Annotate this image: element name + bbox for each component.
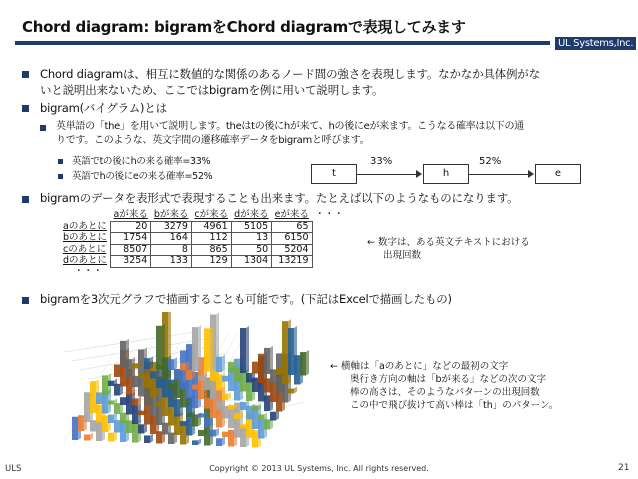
chart-bar: [240, 402, 246, 410]
chart-bar: [174, 369, 180, 380]
chart-bar: [240, 328, 246, 373]
table-cell: 65: [272, 221, 312, 233]
bullet-icon: [22, 105, 29, 112]
chart-bar: [84, 392, 90, 422]
chart-bar: [192, 385, 198, 390]
arrow-t-h: [357, 174, 416, 175]
chart-bar: [258, 414, 264, 420]
node-t: t: [311, 164, 357, 184]
sub-bullet-text: [56, 120, 632, 148]
chart-note-line-2: 奥行き方向の軸は「bが来る」などの次の文字: [350, 374, 547, 385]
table-cell: 13219: [272, 256, 312, 268]
page-number: 21: [618, 463, 630, 473]
sub-bullet-line-1: 英単語の「the」を用いて説明します。theはtの後にhが来て、hの後にeが来ます。こうなる確率は以下の通: [56, 121, 524, 132]
chart-bar: [138, 373, 144, 378]
bullet-1-line-1: Chord diagramは、相互に数値的な関係のあるノード間の強さを表現します。なかなか具体例がな: [40, 67, 540, 81]
sub-sub-bullet-icon: [58, 174, 63, 179]
chart-bar-side: [198, 325, 201, 371]
row-header: [60, 221, 111, 233]
row-header-text: cのあとに: [63, 243, 107, 255]
chart-bar: [270, 412, 276, 421]
chart-bar: [210, 430, 216, 437]
edge-label-h-e: 52%: [479, 156, 502, 167]
table-cell: 3279: [151, 221, 192, 233]
chart-bar: [138, 411, 144, 415]
col-header-text: dが来る: [234, 209, 269, 220]
chart-bar: [300, 352, 306, 375]
chart-bar: [276, 367, 282, 374]
bullet-icon: [22, 196, 29, 203]
chart-bar: [138, 424, 144, 433]
table-cell: 50: [231, 244, 272, 256]
brand-logo: UL Systems,Inc.: [555, 37, 636, 50]
chart-bar: [192, 327, 198, 371]
col-header-text: aが来る: [113, 209, 148, 220]
table-cell: 129: [191, 256, 231, 268]
chart-bar: [132, 376, 138, 387]
table-row-ellipsis: [60, 267, 347, 278]
col-header: [272, 210, 312, 221]
chart-bar: [198, 413, 204, 417]
3d-bar-chart-image: [44, 312, 310, 460]
title-underline: [15, 41, 550, 45]
chart-bar: [180, 363, 186, 371]
chart-bar: [204, 417, 210, 427]
chart-bar: [138, 349, 144, 396]
col-header-text: eが来る: [274, 209, 310, 220]
edge-label-t-h: 33%: [370, 156, 393, 167]
slide-title: Chord diagram: bigramをChord diagramで表現してみます: [22, 18, 466, 36]
chart-bar: [198, 430, 204, 436]
col-header: [111, 210, 151, 221]
table-spacer: [111, 267, 347, 278]
node-h: h: [423, 164, 469, 184]
col-header: [191, 210, 231, 221]
table-corner: [60, 210, 111, 221]
chart-bar: [114, 364, 120, 377]
bullet-1-line-2: いと説明出来ないため、ここではbigramを例に用いて説明します。: [40, 83, 384, 97]
chart-bar: [198, 376, 204, 381]
chart-bar: [168, 433, 174, 444]
chart-note-line-4: この中で飛び抜けて高い棒は「th」のパターン。: [350, 400, 559, 411]
sub-sub-bullet-text-2: 英語でhの後にeの来る確率=52%: [72, 171, 213, 182]
chart-bar: [222, 376, 228, 382]
row-header-text: aのあとに: [63, 220, 107, 232]
col-header-text: cが来る: [194, 209, 229, 220]
chart-bar: [90, 381, 96, 413]
chart-bar: [144, 435, 150, 443]
table-note-line-1: ← 数字は、ある英文テキストにおける: [367, 237, 530, 248]
table-row: [60, 233, 347, 245]
bullet-text-2: bigram(バイグラム)とは: [40, 101, 167, 115]
arrow-head-icon: [416, 170, 422, 178]
chart-bar: [108, 400, 114, 404]
chart-bar-side: [270, 346, 273, 374]
row-header-text: dのあとに: [63, 255, 108, 266]
table-spacer: [312, 221, 347, 233]
row-header-text: bのあとに: [63, 232, 108, 243]
chart-bar: [108, 415, 114, 423]
table-cell: 5204: [272, 244, 312, 256]
sub-bullet-icon: [40, 125, 46, 131]
table-cell: 4961: [191, 221, 231, 233]
chart-bar: [72, 417, 78, 440]
table-cell: 6150: [272, 233, 312, 245]
chart-bar: [150, 371, 156, 378]
chart-note-line-3: 棒の高さは、そのようなパターンの出現回数: [350, 387, 540, 398]
chart-bar: [222, 432, 228, 437]
chart-bar: [114, 403, 120, 414]
table-cell: 133: [151, 256, 192, 268]
arrow-head-icon: [528, 170, 534, 178]
chart-bar: [216, 438, 222, 446]
row-ellipsis: ・・・: [74, 266, 103, 278]
table-row: [60, 221, 347, 233]
table-cell: 13: [231, 233, 272, 245]
chart-bar: [132, 398, 138, 405]
table-cell: 1304: [231, 256, 272, 268]
arrow-h-e: [469, 174, 528, 175]
chart-bar: [132, 363, 138, 368]
chart-bar: [96, 392, 102, 404]
chart-bar-side: [126, 339, 129, 368]
footer-copyright: Copyright © 2013 UL Systems, Inc. All rights reserved.: [209, 464, 429, 473]
chart-bar: [288, 389, 294, 394]
col-header-ellipsis: ・・・: [315, 209, 344, 221]
chart-bar: [186, 370, 192, 380]
table-note: [367, 236, 530, 262]
chart-bar: [264, 348, 270, 374]
chart-bar: [204, 328, 210, 371]
chart-bar-side: [210, 326, 213, 371]
bullet-icon: [22, 297, 29, 304]
col-header: [231, 210, 272, 221]
table-spacer: [312, 244, 347, 256]
chart-bar: [90, 420, 96, 431]
col-header-text: bが来る: [153, 209, 189, 220]
chart-bar: [180, 421, 186, 426]
sub-bullet-line-2: りです。このような、英文字間の遷移確率データをbigramと呼びます。: [56, 135, 370, 146]
table-cell: 865: [191, 244, 231, 256]
chart-bar: [192, 440, 198, 445]
chart-bar: [282, 321, 288, 384]
chart-bar: [78, 415, 84, 431]
chart-note-line-1: ← 横軸は「aのあとに」などの最初の文字: [330, 361, 509, 372]
chart-bar: [264, 419, 270, 429]
table-spacer: [312, 256, 347, 268]
chart-bar: [156, 377, 162, 388]
table-cell: 112: [191, 233, 231, 245]
table-cell: 8507: [111, 244, 151, 256]
chart-bar: [84, 435, 90, 441]
table-cell: 3254: [111, 256, 151, 268]
table-cell: 164: [151, 233, 192, 245]
chart-note: [330, 360, 558, 412]
chart-bar: [168, 384, 174, 388]
table-header-row: [60, 210, 347, 221]
chart-bar: [252, 362, 258, 374]
bullet-icon: [22, 71, 29, 78]
chart-bar: [240, 424, 246, 428]
chart-bar-side: [294, 326, 297, 375]
chart-bar-side: [150, 356, 153, 369]
bigram-table: [60, 210, 347, 278]
chart-bar: [216, 400, 222, 409]
chart-bar: [216, 357, 222, 372]
chart-bar: [228, 405, 234, 409]
chart-bar: [120, 341, 126, 368]
chart-bar-side: [234, 360, 237, 373]
chart-bar: [162, 423, 168, 435]
chart-bar: [222, 394, 228, 400]
chart-bar: [168, 359, 174, 370]
chart-bar: [246, 373, 252, 383]
bullet-text-3: bigramのデータを表形式で表現することも出来ます。たとえば以下のようなものになります。: [40, 191, 519, 205]
node-e: e: [535, 164, 581, 184]
chart-bar-side: [258, 360, 261, 374]
table-row: [60, 256, 347, 268]
chart-bar: [228, 362, 234, 373]
col-header: [151, 210, 192, 221]
row-header: [60, 244, 111, 256]
bullet-text-1: [40, 66, 630, 98]
table-cell: 8: [151, 244, 192, 256]
chart-bar: [252, 405, 258, 410]
chart-bar-side: [174, 357, 177, 370]
chart-bar: [108, 381, 114, 386]
chart-bar: [156, 326, 162, 370]
chart-bar: [120, 413, 126, 424]
chart-bar: [210, 371, 216, 381]
table-cell: 5105: [231, 221, 272, 233]
chart-bar: [144, 358, 150, 369]
table-cell: 20: [111, 221, 151, 233]
table-note-line-2: 出現回数: [383, 250, 422, 261]
chart-bar-side: [246, 326, 249, 373]
chart-bar-side: [162, 324, 165, 370]
footer-company: ULS: [5, 464, 22, 474]
table-spacer: [312, 233, 347, 245]
chart-bar: [288, 328, 294, 375]
chart-bar: [186, 413, 192, 417]
chart-bar-side: [222, 355, 225, 372]
chart-bar: [234, 413, 240, 419]
table-row: [60, 244, 347, 256]
sub-sub-bullet-icon: [58, 159, 63, 164]
chart-bar: [114, 384, 120, 396]
chart-bar: [156, 402, 162, 406]
chart-bar: [102, 375, 108, 395]
row-header: [60, 233, 111, 245]
sub-sub-bullet-text-1: 英語でtの後にhの来る確率=33%: [72, 156, 211, 167]
chart-bar-side: [306, 350, 309, 375]
chart-bar: [108, 433, 114, 442]
chart-bar: [120, 397, 126, 405]
table-cell: 1754: [111, 233, 151, 245]
bullet-text-4: bigramを3次元グラフで描画することも可能です。(下記はExcelで描画したもの): [40, 292, 452, 306]
chart-bar: [204, 398, 210, 409]
